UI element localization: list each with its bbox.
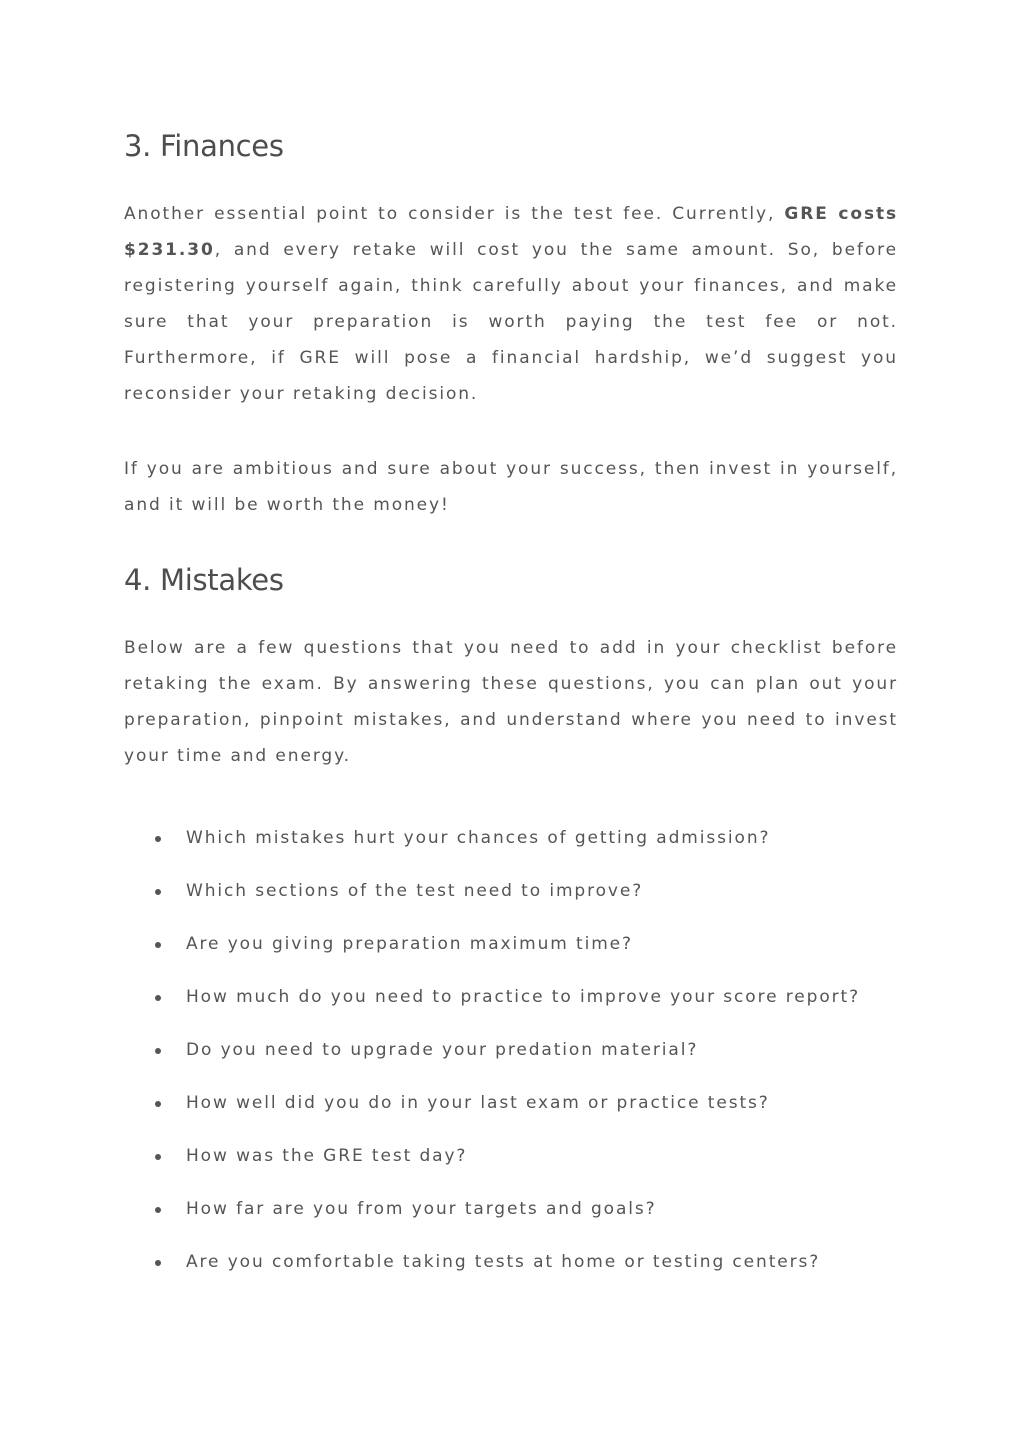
bullet-icon [155,942,161,948]
list-item-text: Are you comfortable taking tests at home or testing centers? [186,1252,821,1272]
list-item-text: How was the GRE test day? [186,1146,468,1166]
bullet-icon [155,1101,161,1107]
mistakes-heading: 4. Mistakes [124,563,284,597]
questions-checklist [124,812,898,1289]
bullet-icon [155,1154,161,1160]
list-item-text: How much do you need to practice to improve your score report? [186,987,861,1007]
list-item [124,971,898,1024]
list-item-text: How far are you from your targets and goals? [186,1199,657,1219]
list-item [124,1077,898,1130]
finances-paragraph-1-start: Another essential point to consider is the test fee. Currently, [124,204,785,224]
article-content [124,126,898,1289]
finances-heading: 3. Finances [124,129,284,163]
list-item [124,1024,898,1077]
list-item [124,918,898,971]
bullet-icon [155,1048,161,1054]
bullet-icon [155,836,161,842]
list-item-text: Are you giving preparation maximum time? [186,934,633,954]
list-item-text: Which mistakes hurt your chances of getting admission? [186,828,771,848]
bullet-icon [155,889,161,895]
list-item-text: How well did you do in your last exam or practice tests? [186,1093,770,1113]
list-item-text: Do you need to upgrade your predation material? [186,1040,699,1060]
finances-paragraph-2: If you are ambitious and sure about your success, then invest in yourself, and it will be worth the money! [124,459,898,515]
bullet-icon [155,1207,161,1213]
list-item [124,1130,898,1183]
finances-paragraph-1-end: , and every retake will cost you the same amount. So, before registering yourself again, think carefully about your finances, and make sure that your preparation is worth paying the test fee or not. Furthermore, if GRE will pose a financial hardship, we’d suggest you reconsider your retaking decision. [124,240,898,404]
list-item [124,865,898,918]
bullet-icon [155,995,161,1001]
finances-paragraph-1 [124,196,898,412]
list-item [124,1236,898,1289]
bullet-icon [155,1260,161,1266]
list-item [124,812,898,865]
mistakes-intro-paragraph: Below are a few questions that you need to add in your checklist before retaking the exam. By answering these questions, you can plan out your preparation, pinpoint mistakes, and understand where you need to invest your time and energy. [124,638,898,766]
list-item [124,1183,898,1236]
list-item-text: Which sections of the test need to improve? [186,881,644,901]
gre-cost-highlight: GRE costs $231.30 [124,204,899,260]
